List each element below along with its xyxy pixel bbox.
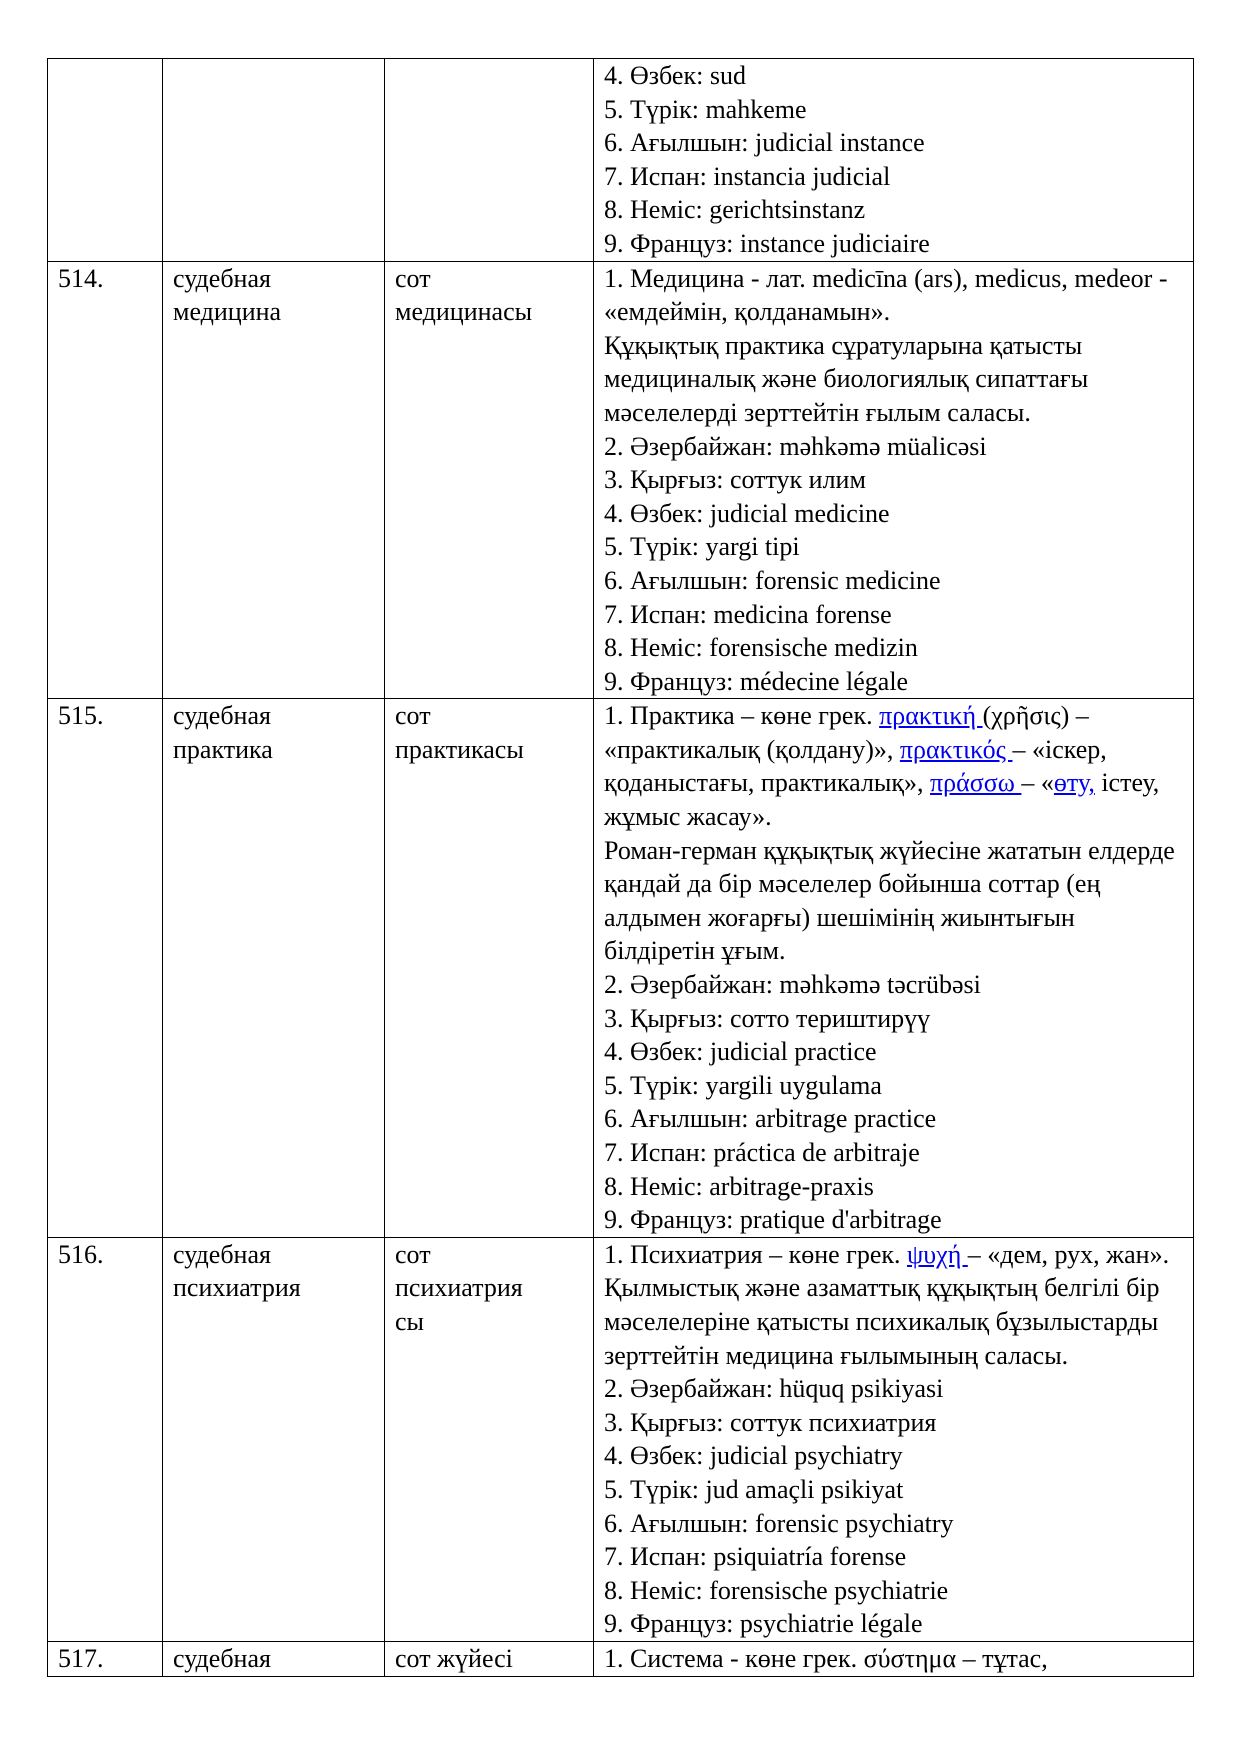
kazakh-term (385, 261, 594, 699)
definition-line: мәселелеріне қатысты психикалық бұзылыстарды (604, 1306, 1159, 1336)
definition-line: алдымен жоғарғы) шешімінің жиынтығын (604, 902, 1075, 932)
translation-line: 9. Француз: médecine légale (604, 666, 909, 696)
translation-line: 8. Неміс: arbitrage-praxis (604, 1171, 874, 1201)
etymology-text: 1. Практика – көне грек. (604, 701, 880, 731)
table-row (48, 699, 1194, 1238)
definition-cell (594, 699, 1194, 1238)
translation-line: 8. Неміс: gerichtsinstanz (604, 195, 866, 225)
greek-word-link[interactable]: πρακτικός (899, 734, 1013, 764)
translation-line: 2. Әзербайжан: məhkəmə təcrübəsi (604, 970, 981, 1000)
russian-term-line: психиатрия (173, 1273, 301, 1303)
entry-number: 517. (48, 1641, 163, 1676)
definition-line: Құқықтық практика сұратуларына қатысты (604, 330, 1083, 360)
etymology-text: қоданыстағы, практикалық», (604, 768, 931, 798)
definition-line: Қылмыстық және азаматтық құқықтың белгілі бір (604, 1273, 1160, 1303)
translation-line: 2. Әзербайжан: məhkəmə müalicəsi (604, 431, 987, 461)
entry-number (48, 59, 163, 262)
russian-term-line: судебная (173, 1239, 271, 1269)
etymology-line: жұмыс жасау». (604, 802, 772, 832)
entry-number: 516. (48, 1237, 163, 1641)
translation-line: 6. Ағылшын: arbitrage practice (604, 1104, 937, 1134)
russian-term (163, 699, 385, 1238)
etymology-text: істеу, (1094, 768, 1160, 798)
definition-line: медициналық және биологиялық сипаттағы (604, 364, 1089, 394)
definition-cell (594, 1641, 1194, 1676)
kazakh-term-line: практикасы (395, 734, 524, 764)
definition-line: зерттейтін медицина ғылымының саласы. (604, 1340, 1069, 1370)
kazakh-term (385, 699, 594, 1238)
kazakh-term-line: сот жүйесі (395, 1643, 513, 1673)
translation-line: 7. Испан: medicina forense (604, 599, 892, 629)
etymology-line (604, 699, 1185, 733)
translation-line: 8. Неміс: forensische medizin (604, 633, 918, 663)
table-row (48, 59, 1194, 262)
russian-term-line: практика (173, 734, 273, 764)
etymology-text: – « (1021, 768, 1054, 798)
kazakh-term (385, 1641, 594, 1676)
russian-term-line: судебная (173, 263, 271, 293)
translation-line: 5. Түрік: jud amaçli psikiyat (604, 1474, 904, 1504)
russian-term (163, 261, 385, 699)
russian-term-line: судебная (173, 1643, 271, 1673)
translation-line: 4. Өзбек: judicial practice (604, 1037, 877, 1067)
translation-line: 3. Қырғыз: сотто териштирүү (604, 1003, 931, 1033)
translation-line: 5. Түрік: yargili uygulama (604, 1070, 882, 1100)
kazakh-term (385, 1237, 594, 1641)
translation-line: 9. Француз: psychiatrie légale (604, 1609, 923, 1639)
table-row (48, 1641, 1194, 1676)
greek-word-link[interactable]: πράσσω (930, 768, 1022, 798)
etymology-line: «емдеймін, қолданамын». (604, 297, 891, 327)
definition-line: білдіретін ұғым. (604, 936, 786, 966)
etymology-line: 1. Система - көне грек. σύστημα – тұтас, (604, 1643, 1048, 1673)
translation-line: 4. Өзбек: sud (604, 61, 746, 90)
etymology-text: – «іскер, (1012, 734, 1107, 764)
russian-term-line: медицина (173, 297, 282, 327)
kazakh-term-line: сот (395, 263, 431, 293)
russian-term (163, 59, 385, 262)
etymology-text: (χρῆσις) – (982, 701, 1089, 731)
kazakh-term-line: психиатрия (395, 1273, 523, 1303)
russian-term (163, 1641, 385, 1676)
translation-line: 6. Ағылшын: forensic psychiatry (604, 1508, 954, 1538)
definition-cell (594, 261, 1194, 699)
etymology-text: 1. Психиатрия – көне грек. (604, 1239, 907, 1269)
kazakh-word-link[interactable]: өту, (1053, 768, 1095, 798)
table-row (48, 1237, 1194, 1641)
translation-line: 9. Француз: pratique d'arbitrage (604, 1205, 942, 1235)
etymology-line (604, 733, 1185, 767)
entry-number: 514. (48, 261, 163, 699)
translation-line: 6. Ағылшын: judicial instance (604, 128, 925, 158)
definition-cell (594, 1237, 1194, 1641)
translation-line: 5. Түрік: mahkeme (604, 94, 807, 124)
translation-line: 7. Испан: práctica de arbitraje (604, 1138, 920, 1167)
greek-word-link[interactable]: ψυχή (907, 1239, 968, 1269)
translation-line: 2. Әзербайжан: hüquq psikiyasi (604, 1374, 944, 1404)
table-row (48, 261, 1194, 699)
greek-word-link[interactable]: πρακτική (879, 701, 983, 731)
translation-line: 4. Өзбек: judicial medicine (604, 498, 890, 528)
kazakh-term-line: медицинасы (395, 297, 533, 327)
definition-cell (594, 59, 1194, 262)
translation-line: 4. Өзбек: judicial psychiatry (604, 1441, 903, 1471)
etymology-text: «практикалық (қолдану)», (604, 734, 900, 764)
definition-line: Роман-герман құқықтық жүйесіне жататын елдерде (604, 835, 1175, 865)
russian-term-line: судебная (173, 701, 271, 731)
kazakh-term (385, 59, 594, 262)
translation-line: 7. Испан: psiquiatría forense (604, 1542, 907, 1572)
etymology-line (604, 1238, 1185, 1272)
translation-line: 6. Ағылшын: forensic medicine (604, 565, 941, 595)
translation-line: 3. Қырғыз: соттук илим (604, 465, 866, 495)
kazakh-term-line: сот (395, 1239, 431, 1269)
dictionary-table (47, 58, 1194, 1677)
etymology-line (604, 766, 1185, 800)
kazakh-term-line: сот (395, 701, 431, 731)
entry-number: 515. (48, 699, 163, 1238)
translation-line: 8. Неміс: forensische psychiatrie (604, 1575, 949, 1605)
translation-line: 3. Қырғыз: соттук психиатрия (604, 1407, 937, 1437)
kazakh-term-line: сы (395, 1306, 425, 1336)
translation-line: 9. Француз: instance judiciaire (604, 228, 930, 258)
etymology-line: 1. Медицина - лат. medicīna (ars), medicus, medeor - (604, 263, 1168, 293)
translation-line: 5. Түрік: yargi tipi (604, 532, 800, 562)
translation-line: 7. Испан: instancia judicial (604, 161, 891, 191)
etymology-text: – «дем, рух, жан». (967, 1239, 1170, 1269)
russian-term (163, 1237, 385, 1641)
definition-line: мәселелерді зерттейтін ғылым саласы. (604, 397, 1031, 427)
definition-line: қандай да бір мәселелер бойынша соттар (ең (604, 869, 1101, 899)
